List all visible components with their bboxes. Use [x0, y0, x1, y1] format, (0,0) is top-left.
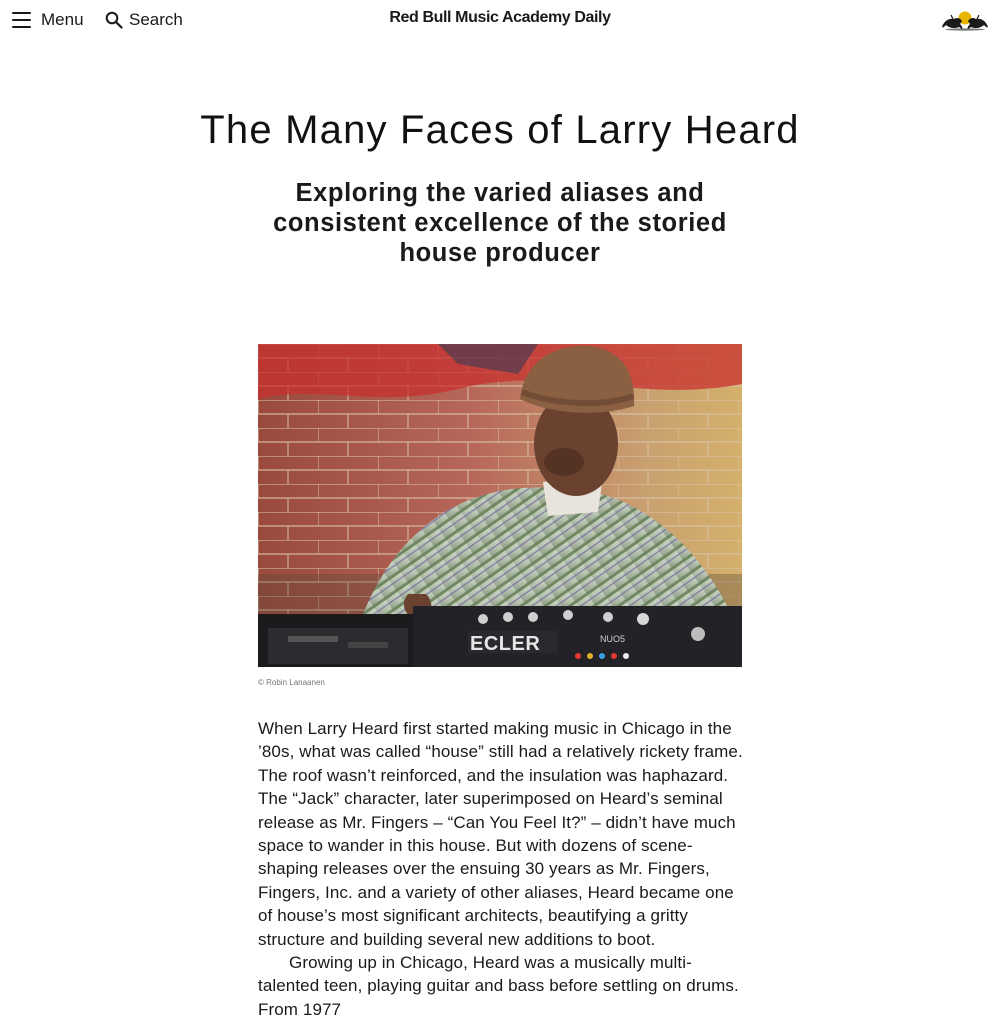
red-bull-logo[interactable] — [940, 6, 990, 32]
svg-text:NUO5: NUO5 — [600, 634, 626, 644]
search-icon — [105, 11, 123, 29]
search-label: Search — [129, 10, 183, 29]
svg-text:ECLER: ECLER — [470, 633, 541, 655]
menu-label: Menu — [41, 10, 84, 29]
hamburger-icon — [12, 12, 31, 28]
article-paragraph: When Larry Heard first started making music in Chicago in the ’80s, what was called “house” still had a relatively rickety frame. The roof wasn’t reinforced, and the insulation was haphazard. The “Jack” character, later superimposed on Heard’s seminal release as Mr. Fingers – “Can You Feel It?” – didn’t have much space to wander in this house. But with dozens of scene-shaping releases over the ensuing 30 years as Mr. Fingers, Fingers, Inc. and a variety of other aliases, Heard became one of house’s most significant architects, beautifying a gritty structure and building several new additions to boot. — [258, 719, 743, 949]
article-subtitle: Exploring the varied aliases and consistent excellence of the storied house producer — [273, 179, 727, 267]
menu-button[interactable] — [12, 8, 84, 32]
hero-photo — [258, 344, 742, 667]
article-paragraph: Growing up in Chicago, Heard was a musically multi-talented teen, playing guitar and bass before settling on drums. From 1977 — [258, 953, 739, 1019]
search-button[interactable] — [105, 8, 183, 32]
site-header — [0, 0, 1000, 40]
article-body — [258, 717, 748, 1021]
article-title: The Many Faces of Larry Heard — [200, 108, 800, 152]
hero-photo-image — [258, 344, 742, 667]
site-title-link[interactable]: Red Bull Music Academy Daily — [389, 9, 611, 26]
photo-credit: © Robin Lanaanen — [258, 678, 325, 687]
